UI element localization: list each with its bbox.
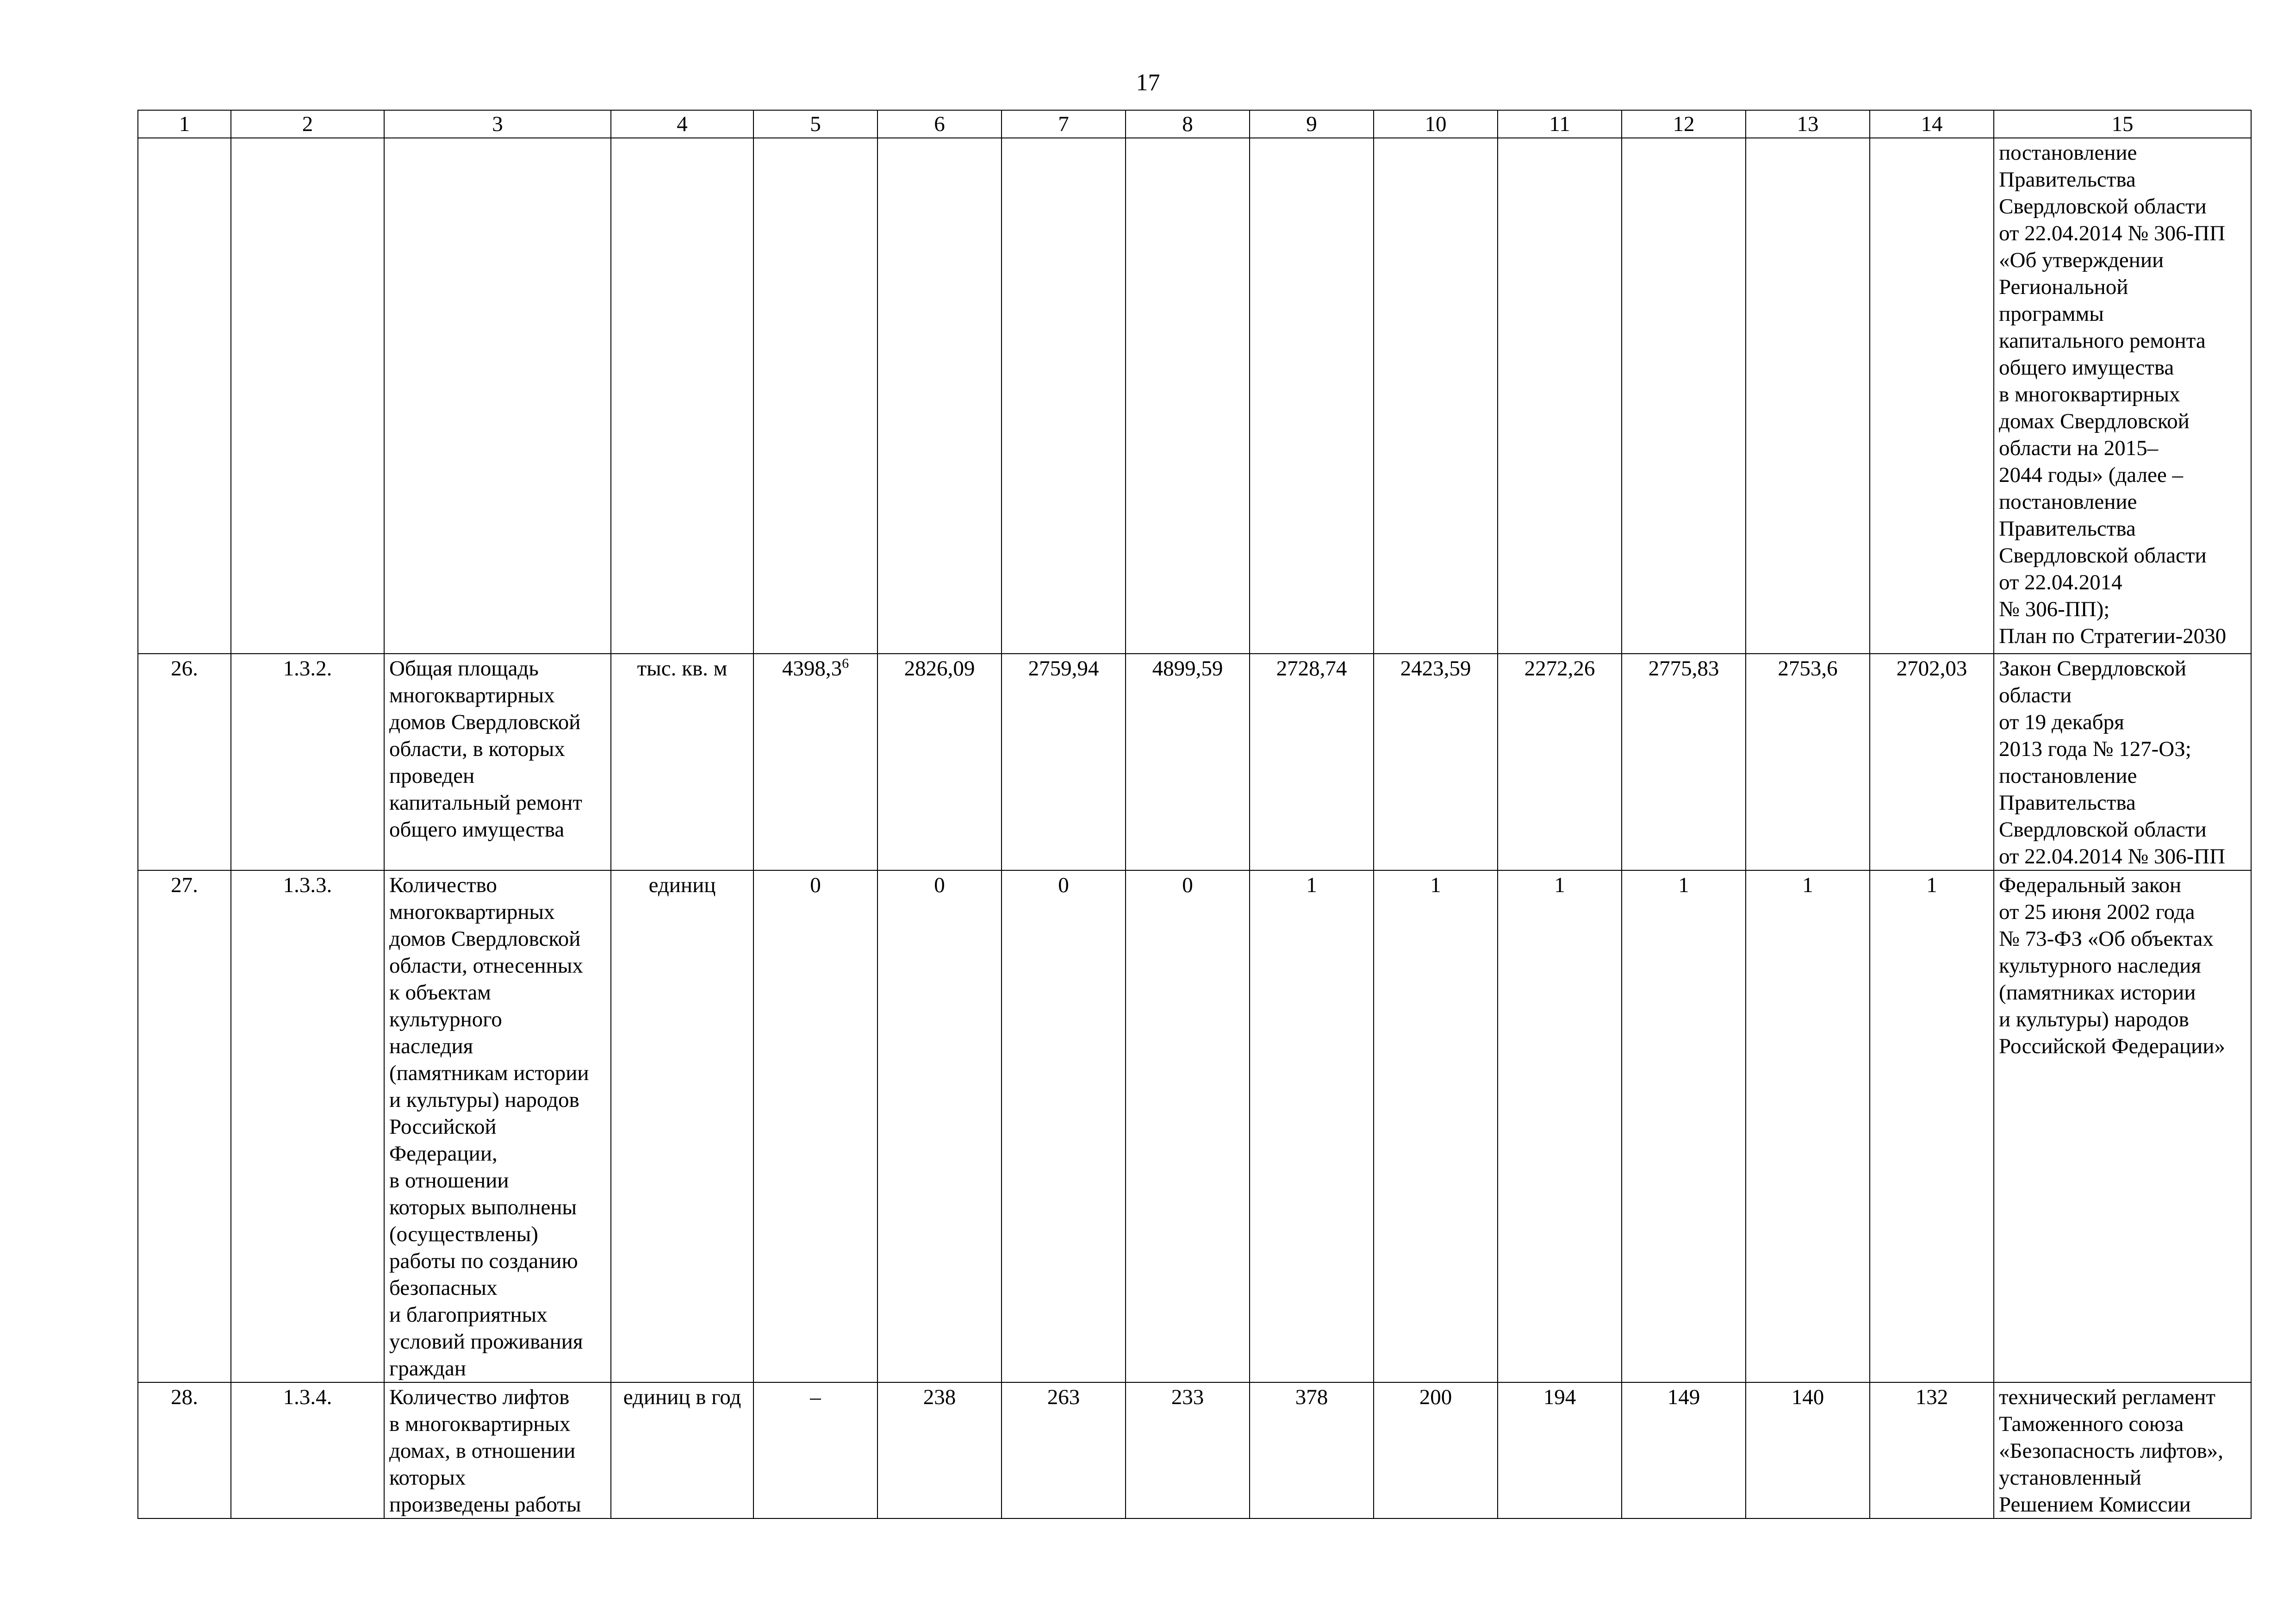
- value-col6: 238: [877, 1382, 1002, 1518]
- value-col7: 2759,94: [1002, 654, 1126, 870]
- column-header: 4: [611, 110, 753, 138]
- value-col5-text: 4398,3: [782, 656, 842, 681]
- value-col12: 1: [1622, 870, 1746, 1382]
- value-col5: [753, 138, 877, 654]
- value-col12: 2775,83: [1622, 654, 1746, 870]
- table-row: [138, 654, 2251, 870]
- indicators-table: [137, 110, 2252, 1519]
- value-col12: [1622, 138, 1746, 654]
- indicator-name: Количество многоквартирных домов Свердловской области, отнесенных к объектам культурного наследия (памятникам истории и культуры) народов Российской Федерации, в отношении которых выполнены (осуществлены) работы по созданию безопасных и благоприятных условий проживания граждан: [384, 870, 611, 1382]
- column-header: 13: [1746, 110, 1870, 138]
- value-col8: 233: [1126, 1382, 1250, 1518]
- legal-basis: Федеральный закон от 25 июня 2002 года № 73-ФЗ «Об объектах культурного наследия (памятниках истории и культуры) народов Российской Федерации»: [1994, 870, 2251, 1382]
- value-col12: 149: [1622, 1382, 1746, 1518]
- row-code: [231, 138, 384, 654]
- footnote-marker: 6: [842, 656, 849, 671]
- value-col5: [753, 870, 877, 1382]
- value-col14: [1870, 138, 1994, 654]
- value-col5-text: –: [810, 1385, 821, 1409]
- column-header: 10: [1374, 110, 1498, 138]
- row-number: 26.: [138, 654, 231, 870]
- column-header: 14: [1870, 110, 1994, 138]
- value-col9: 1: [1250, 870, 1374, 1382]
- value-col11: [1498, 138, 1622, 654]
- value-col10: 200: [1374, 1382, 1498, 1518]
- value-col6: 0: [877, 870, 1002, 1382]
- value-col11: 1: [1498, 870, 1622, 1382]
- value-col7: [1002, 138, 1126, 654]
- value-col13: 140: [1746, 1382, 1870, 1518]
- value-col9: 2728,74: [1250, 654, 1374, 870]
- unit-cell: единиц в год: [611, 1382, 753, 1518]
- column-header: 3: [384, 110, 611, 138]
- column-number-row: [138, 110, 2251, 138]
- value-col5-text: 0: [810, 873, 821, 897]
- legal-basis: технический регламент Таможенного союза «Безопасность лифтов», установленный Решением Комиссии: [1994, 1382, 2251, 1518]
- column-header: 5: [753, 110, 877, 138]
- column-header: 8: [1126, 110, 1250, 138]
- row-code: 1.3.4.: [231, 1382, 384, 1518]
- value-col13: 1: [1746, 870, 1870, 1382]
- value-col8: 0: [1126, 870, 1250, 1382]
- value-col8: 4899,59: [1126, 654, 1250, 870]
- unit-cell: [611, 138, 753, 654]
- value-col6: 2826,09: [877, 654, 1002, 870]
- row-number: [138, 138, 231, 654]
- row-number: 27.: [138, 870, 231, 1382]
- value-col14: 1: [1870, 870, 1994, 1382]
- value-col5: [753, 1382, 877, 1518]
- value-col10: 2423,59: [1374, 654, 1498, 870]
- value-col11: 2272,26: [1498, 654, 1622, 870]
- table-row: [138, 1382, 2251, 1518]
- column-header: 1: [138, 110, 231, 138]
- value-col9: 378: [1250, 1382, 1374, 1518]
- value-col7: 263: [1002, 1382, 1126, 1518]
- value-col14: 132: [1870, 1382, 1994, 1518]
- column-header: 7: [1002, 110, 1126, 138]
- legal-basis: Закон Свердловской области от 19 декабря 2013 года № 127-ОЗ; постановление Правительства Свердловской области от 22.04.2014 № 306-ПП: [1994, 654, 2251, 870]
- column-header: 12: [1622, 110, 1746, 138]
- column-header: 2: [231, 110, 384, 138]
- value-col5: [753, 654, 877, 870]
- page-number: 17: [1136, 69, 1160, 96]
- column-header: 15: [1994, 110, 2251, 138]
- value-col6: [877, 138, 1002, 654]
- value-col9: [1250, 138, 1374, 654]
- unit-cell: тыс. кв. м: [611, 654, 753, 870]
- row-code: 1.3.3.: [231, 870, 384, 1382]
- legal-basis: постановление Правительства Свердловской области от 22.04.2014 № 306-ПП «Об утверждении Региональной программы капитального ремонта общего имущества в многоквартирных домах Свердловской области на 2015– 2044 годы» (далее – постановление Правительства Свердловской области от 22.04.2014 № 306-ПП); План по Стратегии-2030: [1994, 138, 2251, 654]
- indicator-name: [384, 138, 611, 654]
- column-header: 6: [877, 110, 1002, 138]
- indicator-name: Общая площадь многоквартирных домов Свердловской области, в которых проведен капитальный ремонт общего имущества: [384, 654, 611, 870]
- table-row: [138, 870, 2251, 1382]
- column-header: 11: [1498, 110, 1622, 138]
- value-col8: [1126, 138, 1250, 654]
- value-col7: 0: [1002, 870, 1126, 1382]
- value-col10: [1374, 138, 1498, 654]
- unit-cell: единиц: [611, 870, 753, 1382]
- value-col13: [1746, 138, 1870, 654]
- value-col14: 2702,03: [1870, 654, 1994, 870]
- value-col13: 2753,6: [1746, 654, 1870, 870]
- row-number: 28.: [138, 1382, 231, 1518]
- value-col11: 194: [1498, 1382, 1622, 1518]
- row-code: 1.3.2.: [231, 654, 384, 870]
- column-header: 9: [1250, 110, 1374, 138]
- indicator-name: Количество лифтов в многоквартирных домах, в отношении которых произведены работы: [384, 1382, 611, 1518]
- value-col10: 1: [1374, 870, 1498, 1382]
- table-row: [138, 138, 2251, 654]
